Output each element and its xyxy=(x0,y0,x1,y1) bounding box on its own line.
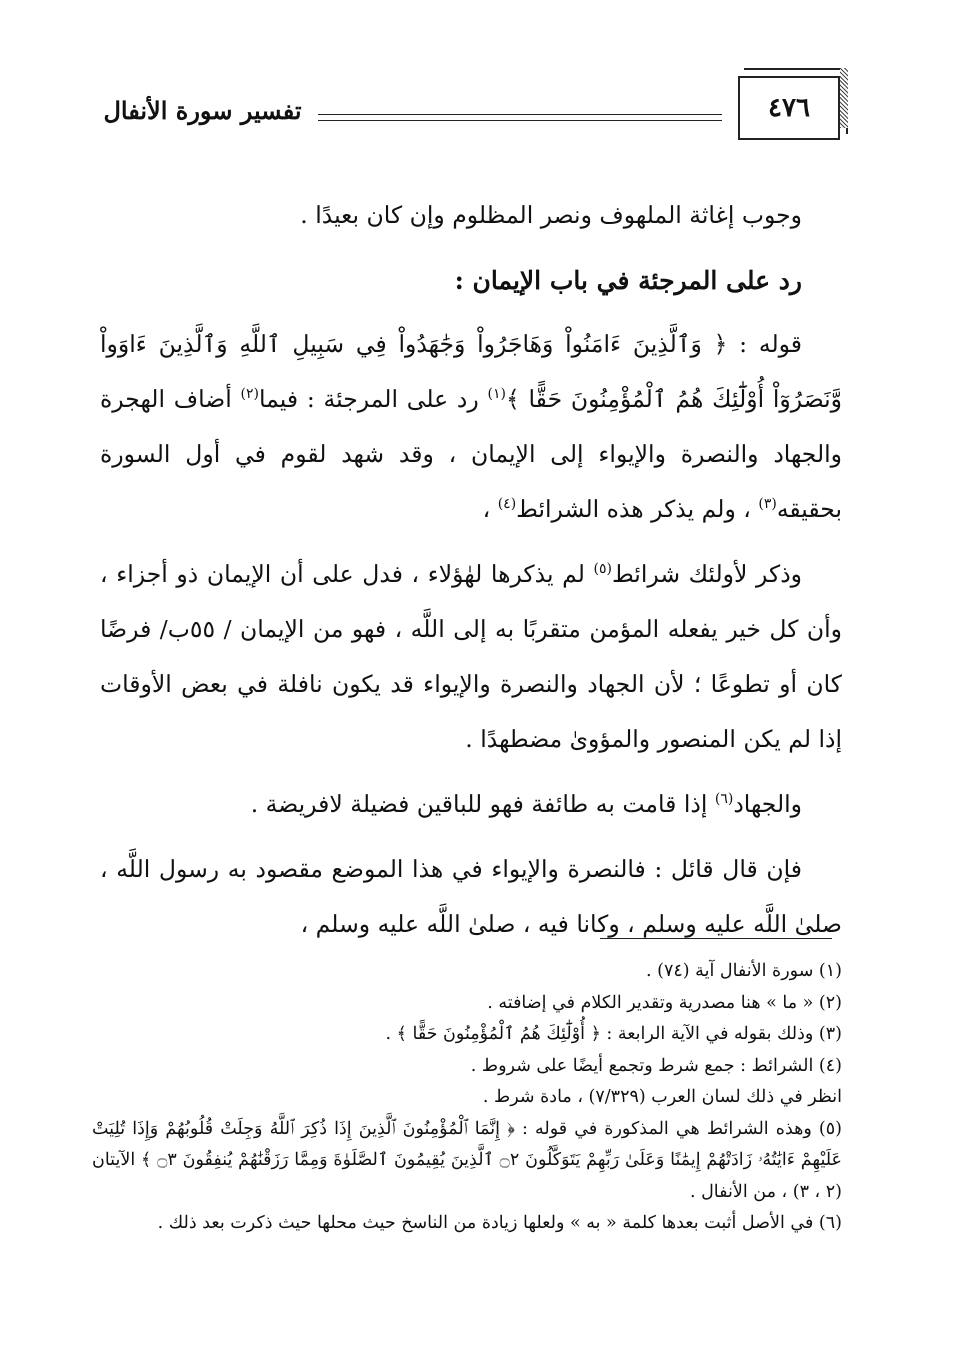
footnote-4: (٤) الشرائط : جمع شرط وتجمع أيضًا على شروط . xyxy=(470,1055,842,1076)
footnote-5: (٥) وهذه الشرائط هي المذكورة في قوله : ﴿ إِنَّمَا ٱلْمُؤْمِنُونَ ٱلَّذِينَ إِذَا ذُكِرَ ٱللَّهُ وَجِلَتْ قُلُوبُهُمْ وَإِذَا تُلِيَتْ عَلَيْهِمْ ءَايَٰتُهُۥ زَادَتْهُمْ إِيمَٰنًا وَعَلَىٰ رَبِّهِمْ يَتَوَكَّلُونَ ۝٢ ٱلَّذِينَ يُقِيمُونَ ٱلصَّلَوٰةَ وَمِمَّا رَزَقْنَٰهُمْ يُنفِقُونَ ۝٣ ﴾ الآيتان (٢ ، ٣) ، من الأنفال . xyxy=(92,1118,843,1202)
footnote-ref-4[interactable]: (٤) xyxy=(497,496,517,513)
p3-text-a: وذكر لأولئك شرائط xyxy=(611,560,803,588)
p2-intro: قوله : xyxy=(739,330,802,358)
paragraph-4 xyxy=(100,777,842,832)
footnote-2: (٢) « ما » هنا مصدرية وتقدير الكلام في إضافته . xyxy=(487,992,842,1013)
p2-text-c: ، ولم يذكر هذه الشرائط xyxy=(516,495,751,523)
footnotes xyxy=(92,956,842,1240)
p2-text-d: ، xyxy=(482,495,491,523)
p4-text-b: إذا قامت به طائفة فهو للباقين فضيلة لافريضة . xyxy=(250,790,708,818)
footnote-ref-3[interactable]: (٣) xyxy=(758,496,777,513)
quran-verse: ﴿ وَٱلَّذِينَ ءَامَنُواْ وَهَاجَرُواْ وَجَٰهَدُواْ فِي سَبِيلِ ٱللَّهِ وَٱلَّذِينَ ءَاوَواْ وَّنَصَرُوٓاْ أُوْلَٰٓئِكَ هُمُ ٱلْمُؤْمِنُونَ حَقًّا ﴾ xyxy=(100,330,842,413)
running-title: تفسير سورة الأنفال xyxy=(103,96,302,125)
footnote-3: (٣) وذلك بقوله في الآية الرابعة : ﴿ أُوْلَٰٓئِكَ هُمُ ٱلْمُؤْمِنُونَ حَقًّا ﴾ . xyxy=(385,1024,842,1044)
page-number-box xyxy=(738,76,840,140)
footnote-ref-5[interactable]: (٥) xyxy=(593,561,612,578)
main-text xyxy=(100,188,842,962)
paragraph-3 xyxy=(100,547,842,767)
p4-text-a: والجهاد xyxy=(733,790,802,818)
running-header xyxy=(100,76,840,146)
p3-text-b: لم يذكرها لهٰؤلاء ، فدل على أن الإيمان ذو أجزاء ، وأن كل خير يفعله المؤمن متقربًا به إلى اللَّه ، فهو من الإيمان / ٥٥ب/ فرضًا كان أو تطوعًا ؛ لأن الجهاد والنصرة والإيواء قد يكون نافلة في بعض الأوقات إذا لم يكن المنصور والمؤوىٰ مضطهدًا . xyxy=(100,560,842,753)
page-number: ٤٧٦ xyxy=(768,93,810,123)
footnote-4-continuation: انظر في ذلك لسان العرب (٧/٣٢٩) ، مادة شرط . xyxy=(482,1087,842,1107)
footnote-1: (١) سورة الأنفال آية (٧٤) . xyxy=(646,961,842,981)
footnote-ref-1[interactable]: (١) xyxy=(487,386,506,403)
footnote-6: (٦) في الأصل أثبت بعدها كلمة « به » ولعلها زيادة من الناسخ حيث محلها حيث ذكرت بعد ذلك . xyxy=(157,1213,842,1233)
paragraph-5: فإن قال قائل : فالنصرة والإيواء في هذا الموضع مقصود به رسول اللَّه ، صلىٰ اللَّه عليه وسلم ، وكانا فيه ، صلىٰ اللَّه عليه وسلم ، xyxy=(100,855,842,938)
paragraph-2 xyxy=(100,317,842,537)
header-rule xyxy=(318,114,722,121)
paragraph-1: وجوب إغاثة الملهوف ونصر المظلوم وإن كان بعيدًا . xyxy=(300,201,802,229)
footnote-ref-6[interactable]: (٦) xyxy=(714,791,734,808)
p2-text-b: أضاف الهجرة والجهاد والنصرة والإيواء إلى الإيمان ، وقد شهد لقوم في أول السورة بحقيقه xyxy=(100,385,842,523)
footnote-ref-2[interactable]: (٢) xyxy=(240,386,259,403)
section-heading: رد على المرجئة في باب الإيمان : xyxy=(454,266,802,295)
footnote-separator xyxy=(600,938,832,939)
p2-text-a: رد على المرجئة : فيما xyxy=(259,385,479,413)
